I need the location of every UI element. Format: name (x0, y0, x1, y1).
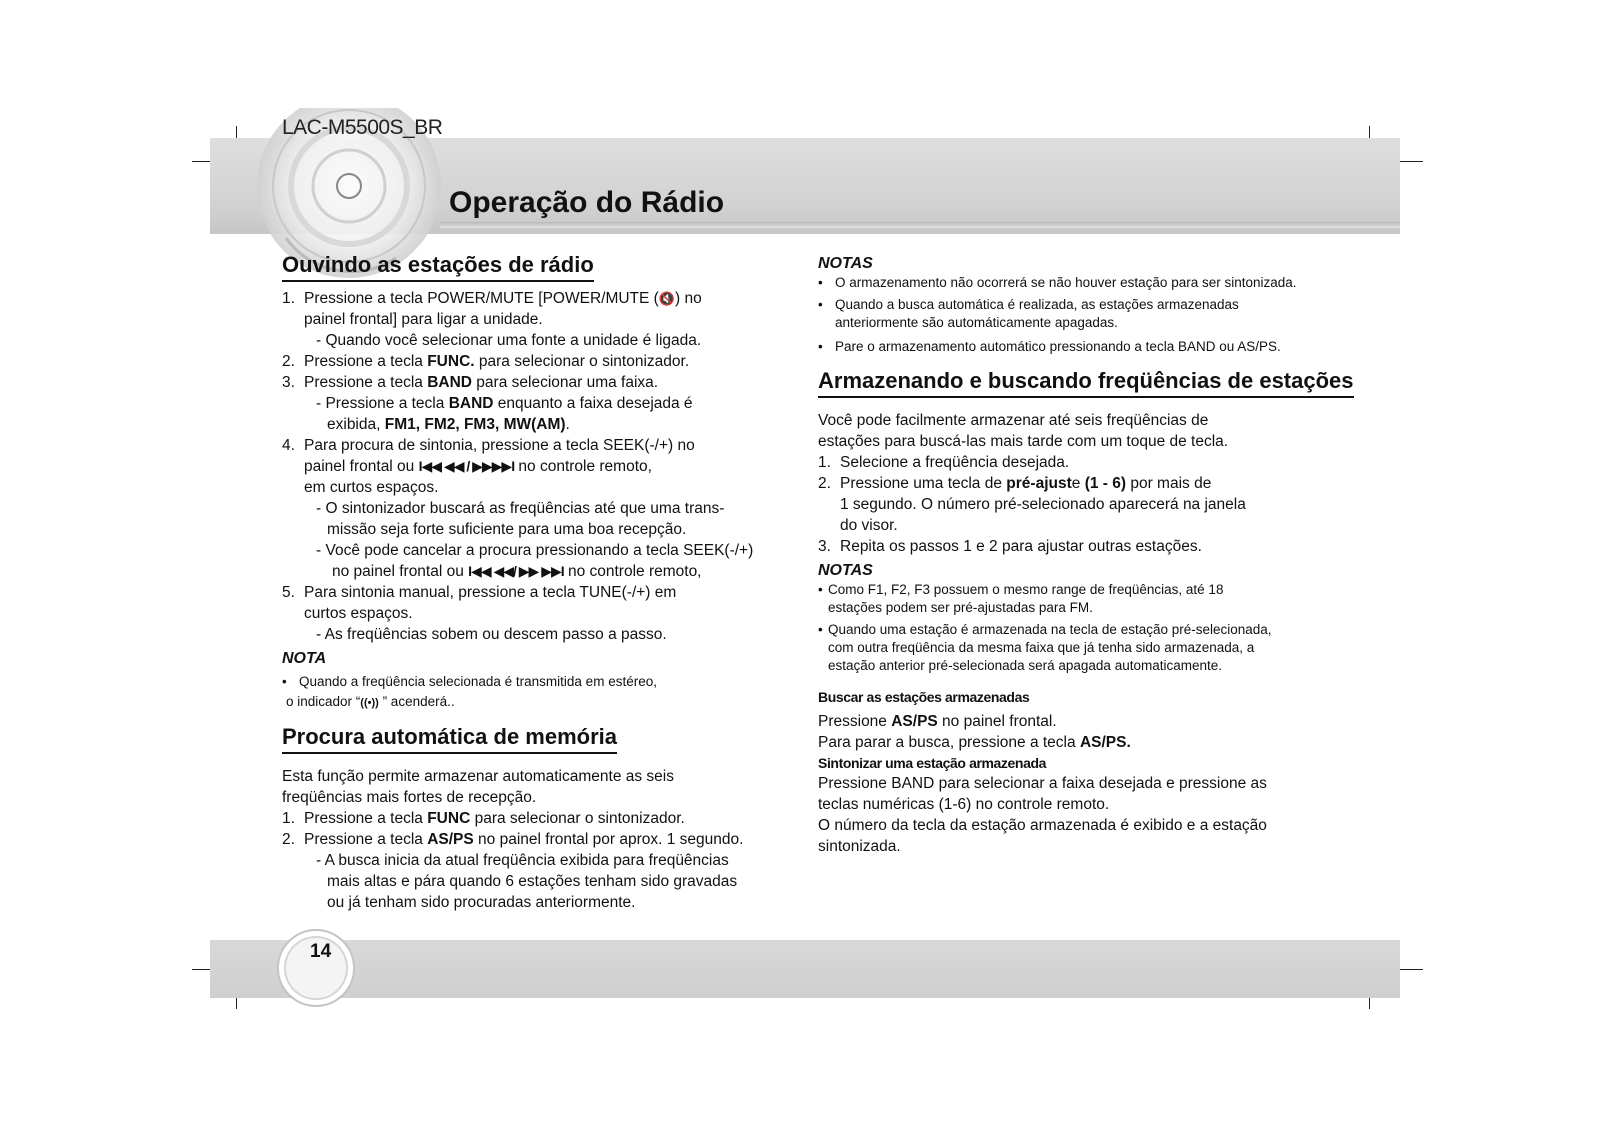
list-item: 5. Para sintonia manual, pressione a tecla TUNE(-/+) em (282, 584, 677, 601)
footer-band (210, 940, 1400, 998)
section-title: Armazenando e buscando freqüências de estações (818, 368, 1354, 398)
list-item: 2. Pressione a tecla FUNC. para selecionar o sintonizador. (282, 353, 690, 370)
list-item: 2. Pressione a tecla AS/PS no painel frontal por aprox. 1 segundo. (282, 831, 744, 848)
note-item: • Como F1, F2, F3 possuem o mesmo range de freqüências, até 18 estações podem ser pré-ajustadas para FM. (818, 582, 1224, 615)
note-item: • Quando a busca automática é realizada, as estações armazenadas anteriormente são automáticamente apagadas. (818, 297, 1239, 330)
list-item: 1. Pressione a tecla FUNC para selecionar o sintonizador. (282, 810, 685, 827)
page-title: Operação do Rádio (449, 186, 725, 219)
model-label: LAC-M5500S_BR (282, 116, 443, 139)
stereo-icon: ((•)) (360, 697, 379, 709)
subsection-heading: Buscar as estações armazenadas (818, 689, 1030, 705)
seek-buttons-icon: I◀◀ ◀◀/ ▶▶ ▶▶I (468, 563, 564, 579)
seek-buttons-icon: I◀◀ ◀◀ / ▶▶▶▶I (418, 458, 515, 474)
notes-heading: NOTA (282, 650, 327, 667)
list-item: 1. Selecione a freqüência desejada. (818, 454, 1070, 471)
header-rule (440, 222, 1400, 228)
list-item: 2. Pressione uma tecla de pré-ajuste (1 - 6) por mais de (818, 475, 1212, 492)
section-title: Ouvindo as estações de rádio (282, 252, 594, 282)
note-item: • Pare o armazenamento automático pressionando a tecla BAND ou AS/PS. (818, 339, 1281, 354)
mute-icon: 🔇 (658, 291, 676, 306)
list-item: 3. Repita os passos 1 e 2 para ajustar outras estações. (818, 538, 1202, 555)
subsection-heading: Sintonizar uma estação armazenada (818, 755, 1046, 771)
note-item: • O armazenamento não ocorrerá se não houver estação para ser sintonizada. (818, 275, 1297, 290)
page-number: 14 (310, 941, 332, 962)
notes-heading: NOTAS (818, 562, 873, 579)
left-column: Ouvindo as estações de rádio 1. Pressione a tecla POWER/MUTE [POWER/MUTE (🔇) no painel frontal] para ligar a unidade. - Quando você selecionar uma fonte a unidade é ligada. 2. Pressione a tecla FUNC. para selecionar o sintonizador. 3. Pressione a tecla BAND para selecionar uma faixa. - Pressione a tecla BAND enquanto a faixa desejada é exibida, FM1, FM2, FM3, MW(AM). 4. Para procura de sintonia, pressione a tecla SEEK(-/+) no painel frontal ou I◀◀ ◀◀ / ▶▶▶▶I no controle remoto, em curtos espaços. - O sintonizador buscará as freqüências até que uma trans- missão seja forte suficiente para uma boa recepção. - Você pode cancelar a procura pressionando a tecla SEEK(-/+) no painel frontal ou I◀◀ ◀◀/ ▶▶ ▶▶I no controle remoto, 5. Para sintonia manual, pressione a tecla TUNE(-/+) em curtos espaços. - As freqüências sobem ou descem passo a passo. NOTA • Quando a freqüência selecionada é transmitida em estéreo, o indicador “((•)) ” acenderá.. Procura automática de memória Esta função permite armazenar automaticamente as seis freqüências mais fortes de recepção. 1. Pressione a tecla FUNC para selecionar o sintonizador. 2. Pressione a tecla AS/PS no painel frontal por aprox. 1 segundo. - A busca inicia da atual freqüência exibida para freqüências mais altas e pára quando 6 estações tenham sido gravadas ou já tenham sido procuradas anteriormente. (282, 252, 802, 913)
list-item: 4. Para procura de sintonia, pressione a tecla SEEK(-/+) no (282, 437, 695, 454)
notes-heading: NOTAS (818, 255, 873, 272)
section-title: Procura automática de memória (282, 724, 617, 754)
list-item: 3. Pressione a tecla BAND para selecionar uma faixa. (282, 374, 659, 391)
right-column: NOTAS • O armazenamento não ocorrerá se não houver estação para ser sintonizada. • Quando a busca automática é realizada, as estações armazenadas anteriormente são automáticamente apagadas. • Pare o armazenamento automático pressionando a tecla BAND ou AS/PS. Armazenando e buscando freqüências de estações Você pode facilmente armazenar até seis freqüências de estações para buscá-las mais tarde com um toque de tecla. 1. Selecione a freqüência desejada. 2. Pressione uma tecla de pré-ajuste (1 - 6) por mais de 1 segundo. O número pré-selecionado aparecerá na janela do visor. 3. Repita os passos 1 e 2 para ajustar outras estações. NOTAS • Como F1, F2, F3 possuem o mesmo range de freqüências, até 18 estações podem ser pré-ajustadas para FM. • Quando uma estação é armazenada na tecla de estação pré-selecionada, com outra freqüência da mesma faixa que já tenha sido armazenada, a estação anterior pré-selecionada será apagada automaticamente. Buscar as estações armazenadas Pressione AS/PS no painel frontal. Para parar a busca, pressione a tecla AS/PS. Sintonizar uma estação armazenada Pressione BAND para selecionar a faixa desejada e pressione as teclas numéricas (1-6) no controle remoto. O número da tecla da estação armazenada é exibido e a estação sintonizada. (818, 254, 1378, 857)
note-item: • Quando a freqüência selecionada é transmitida em estéreo, (282, 674, 657, 689)
page-number-disc-icon (276, 928, 356, 1008)
list-item: 1. Pressione a tecla POWER/MUTE [POWER/MUTE (🔇) no (282, 290, 702, 307)
note-item: • Quando uma estação é armazenada na tecla de estação pré-selecionada, com outra freqüência da mesma faixa que já tenha sido armazenada, a estação anterior pré-selecionada será apagada automaticamente. (818, 622, 1272, 673)
